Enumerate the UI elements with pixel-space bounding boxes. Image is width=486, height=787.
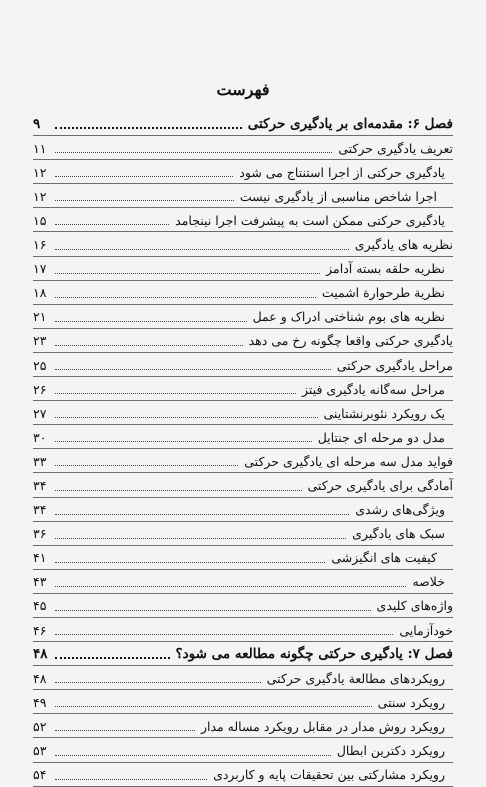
toc-row <box>33 522 453 546</box>
toc-leader <box>55 393 296 394</box>
toc-leader <box>55 490 302 491</box>
toc-row <box>33 160 453 184</box>
toc-page-number: ۳۳ <box>33 453 47 469</box>
toc-row <box>33 498 453 522</box>
toc-leader <box>55 682 261 683</box>
toc-chapter-row <box>33 112 453 136</box>
toc-page-number: ۴۱ <box>33 550 47 566</box>
toc-entry-label: رویکردهای مطالعة یادگیری حرکتی <box>266 670 445 686</box>
toc-leader <box>55 562 325 563</box>
toc-page-number: ۱۷ <box>33 261 47 277</box>
table-of-contents <box>33 112 453 787</box>
toc-leader <box>55 127 242 129</box>
toc-leader <box>55 755 331 756</box>
toc-row <box>33 329 453 353</box>
toc-entry-label: فواید مدل سه مرحله ای یادگیری حرکتی <box>244 453 453 469</box>
page-title: فهرست <box>216 80 270 99</box>
toc-entry-label: یادگیری حرکتی واقعا چگونه رخ می دهد <box>248 333 453 349</box>
toc-page-number: ۵۲ <box>33 718 47 734</box>
toc-entry-label: یک رویکرد نئوبرنشتاینی <box>323 405 445 421</box>
toc-entry-label: نظریه حلقه بسته آدامز <box>326 261 445 277</box>
toc-leader <box>55 273 320 274</box>
toc-page-number: ۳۴ <box>33 478 47 493</box>
toc-page-number: ۲۱ <box>33 309 47 325</box>
toc-leader <box>55 224 169 225</box>
toc-leader <box>55 321 247 322</box>
toc-entry-label: کیفیت های انگیزشی <box>331 550 437 566</box>
toc-row <box>33 594 453 618</box>
toc-leader <box>55 514 349 515</box>
toc-page-number: ۴۶ <box>33 622 47 638</box>
toc-page-number: ۲۶ <box>33 381 47 397</box>
toc-page-number: ۴۸ <box>33 645 48 662</box>
toc-row <box>33 425 453 449</box>
toc-leader <box>55 706 372 707</box>
toc-leader <box>55 417 318 418</box>
toc-leader <box>55 345 243 346</box>
toc-row <box>33 257 453 281</box>
toc-row <box>33 377 453 401</box>
toc-entry-label: نظریه های بوم شناختی ادراک و عمل <box>252 309 445 325</box>
toc-entry-label: مدل دو مرحله ای جنتایل <box>317 429 445 445</box>
toc-row <box>33 738 453 762</box>
toc-leader <box>55 465 238 466</box>
toc-page-number: ۲۵ <box>33 357 47 373</box>
toc-entry-label: تعریف یادگیری حرکتی <box>338 140 453 156</box>
toc-leader <box>55 369 331 370</box>
toc-row <box>33 401 453 425</box>
toc-page-number: ۲۷ <box>33 405 47 421</box>
toc-entry-label: واژه‌های کلیدی <box>376 598 453 614</box>
toc-entry-label: نظریة طرحوارة اشمیت <box>321 285 445 301</box>
toc-page-number: ۹ <box>33 115 41 132</box>
toc-page-number: ۱۸ <box>33 285 47 301</box>
toc-page-number: ۵۴ <box>33 767 47 783</box>
toc-row <box>33 473 453 497</box>
toc-page-number: ۱۶ <box>33 237 47 253</box>
toc-page-number: ۱۲ <box>33 164 47 180</box>
toc-row <box>33 184 453 208</box>
toc-entry-label: فصل ۶: مقدمه‌ای بر یادگیری حرکتی <box>247 115 453 132</box>
toc-entry-label: نظریه های یادگیری <box>354 237 453 253</box>
toc-chapter-row <box>33 642 453 666</box>
toc-entry-label: اجرا شاخص مناسبی از یادگیری نیست <box>239 188 437 204</box>
toc-row <box>33 208 453 232</box>
toc-page-number: ۳۶ <box>33 526 47 542</box>
toc-entry-label: یادگیری حرکتی ممکن است به پیشرفت اجرا نینجامد <box>175 212 445 228</box>
toc-entry-label: ویژگی‌های رشدی <box>355 502 445 518</box>
toc-row <box>33 353 453 377</box>
toc-row <box>33 570 453 594</box>
toc-row <box>33 281 453 305</box>
toc-entry-label: رویکرد دکترین ابطال <box>336 743 445 759</box>
toc-page-number: ۴۹ <box>33 694 47 710</box>
toc-entry-label: مراحل سه‌گانه یادگیری فیتز <box>302 381 445 397</box>
toc-page-number: ۵۳ <box>33 743 47 759</box>
toc-leader <box>55 176 233 177</box>
toc-leader <box>55 297 316 298</box>
toc-entry-label: مراحل یادگیری حرکتی <box>336 357 453 373</box>
toc-page-number: ۱۲ <box>33 188 47 204</box>
toc-page-number: ۱۱ <box>33 140 47 156</box>
toc-entry-label: رویکرد مشارکتی بین تحقیقات پایه و کاربردی <box>213 767 445 783</box>
toc-row <box>33 136 453 160</box>
toc-page-number: ۳۴ <box>33 502 47 518</box>
toc-row <box>33 714 453 738</box>
toc-leader <box>55 152 332 153</box>
toc-leader <box>55 634 393 635</box>
toc-leader <box>55 657 170 659</box>
toc-page-number: ۳۰ <box>33 429 47 445</box>
toc-entry-label: آمادگی برای یادگیری حرکتی <box>307 478 453 493</box>
toc-entry-label: خودآزمایی <box>399 622 453 638</box>
toc-page-number: ۴۳ <box>33 574 47 590</box>
toc-row <box>33 449 453 473</box>
toc-leader <box>55 538 346 539</box>
toc-row <box>33 546 453 570</box>
toc-entry-label: رویکرد روش مدار در مقابل رویکرد مساله مدار <box>200 718 445 734</box>
toc-row <box>33 666 453 690</box>
toc-leader <box>55 730 195 731</box>
toc-entry-label: خلاصه <box>412 574 445 590</box>
toc-entry-label: رویکرد سنتی <box>377 694 445 710</box>
toc-entry-label: فصل ۷: یادگیری حرکتی چگونه مطالعه می شود؟ <box>175 645 453 662</box>
toc-row <box>33 305 453 329</box>
toc-page-number: ۲۳ <box>33 333 47 349</box>
toc-row <box>33 618 453 642</box>
toc-row <box>33 763 453 787</box>
toc-leader <box>55 610 371 611</box>
toc-leader <box>55 586 406 587</box>
toc-leader <box>55 249 349 250</box>
toc-leader <box>55 200 234 201</box>
toc-entry-label: سبک های یادگیری <box>352 526 445 542</box>
toc-page-number: ۱۵ <box>33 212 47 228</box>
toc-page-number: ۴۸ <box>33 670 47 686</box>
toc-row <box>33 232 453 256</box>
toc-leader <box>55 441 312 442</box>
toc-page-number: ۴۵ <box>33 598 47 614</box>
toc-row <box>33 690 453 714</box>
toc-entry-label: یادگیری حرکتی از اجرا استنتاج می شود <box>239 164 445 180</box>
